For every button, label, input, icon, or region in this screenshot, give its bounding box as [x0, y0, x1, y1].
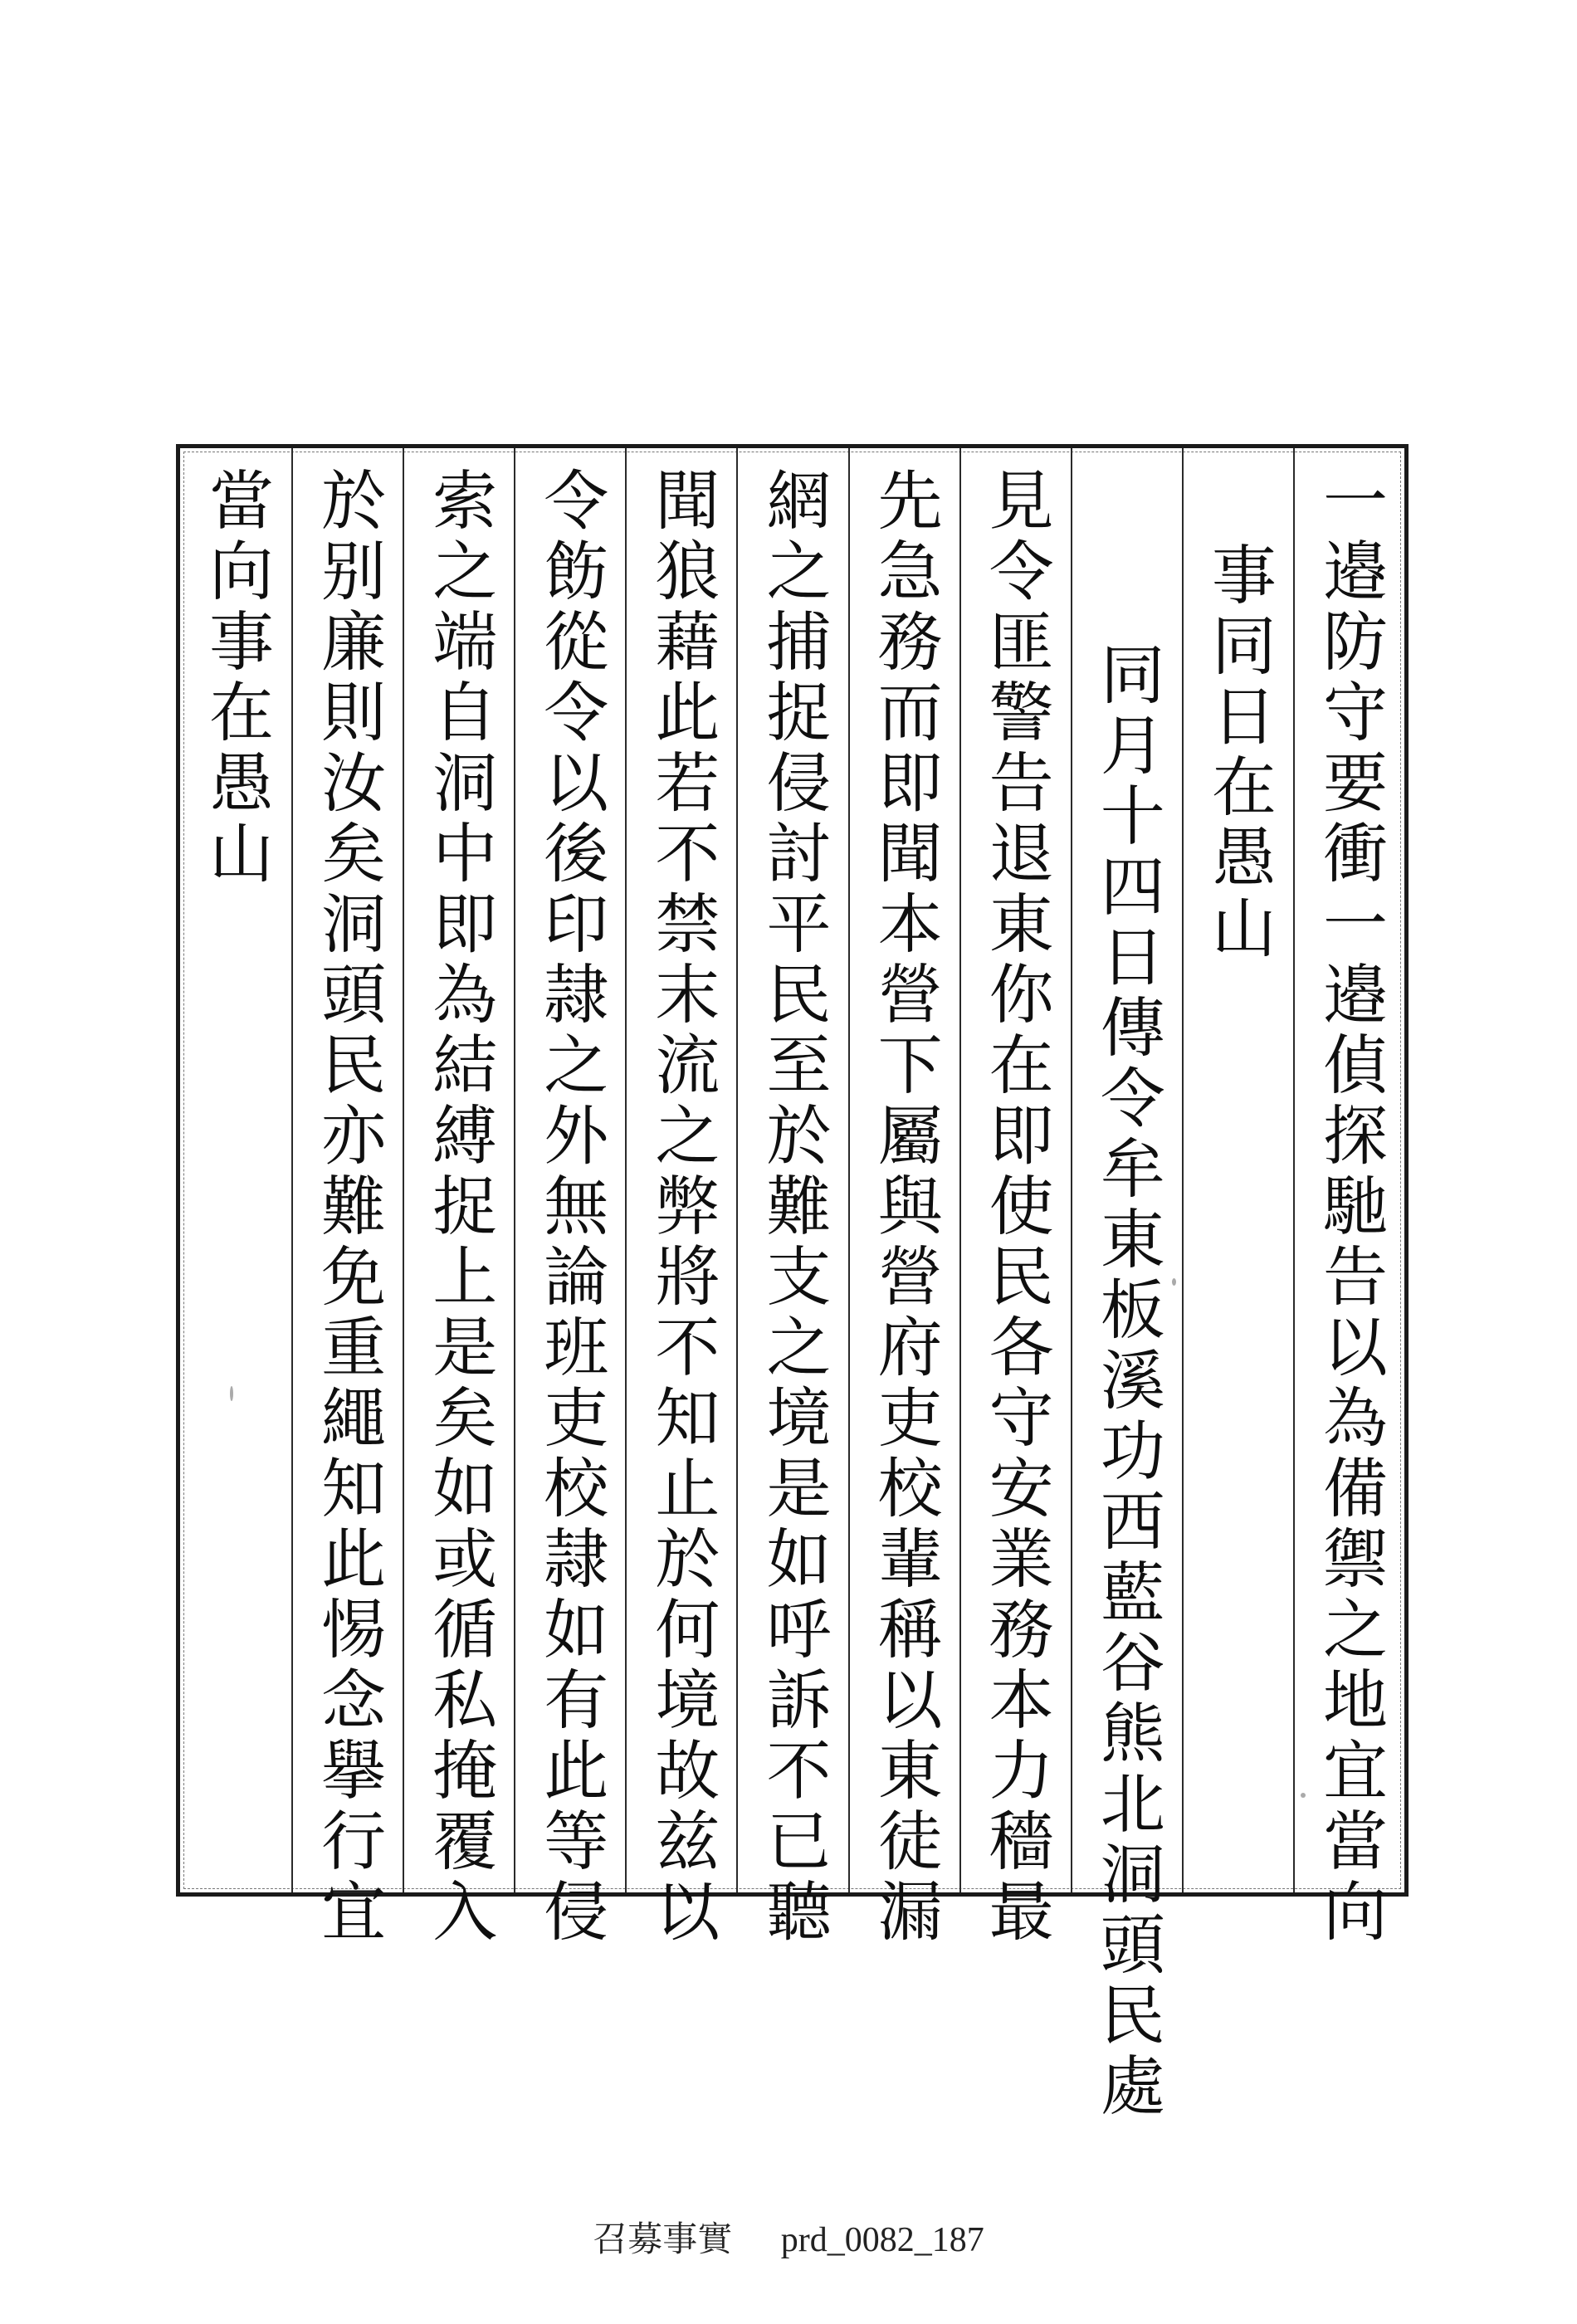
footer-id: prd_0082_187 — [780, 2221, 984, 2259]
column-text-1: 一邉防守要衝一邉偵探馳告以為備禦之地宜當向 — [1311, 466, 1387, 1948]
text-column-9 — [403, 448, 514, 1948]
column-text-10: 於别廉則汝矣洞頭民亦難免重繩知此惕念擧行宜 — [310, 466, 386, 1948]
column-text-11: 當向事在愚山 — [198, 466, 274, 890]
scan-speck — [1301, 1793, 1306, 1798]
text-column-2 — [1182, 448, 1293, 1892]
column-text-5: 先急務而即聞本營下屬與營府吏校輩稱以東徒漏 — [867, 466, 942, 1948]
text-column-3 — [1071, 448, 1182, 2122]
vertical-columns — [180, 448, 1404, 2122]
column-text-6: 網之捕捉侵討平民至於難支之境是如呼訴不已聽 — [755, 466, 831, 1948]
footer-title: 召募事實 — [593, 2221, 733, 2259]
text-column-10 — [291, 448, 403, 1948]
column-text-4: 見令匪警告退東你在即使民各守安業務本力穡最 — [978, 466, 1053, 1948]
text-block-frame — [176, 444, 1409, 2122]
text-column-6 — [736, 448, 847, 1948]
text-column-8 — [514, 448, 625, 1948]
text-column-7 — [625, 448, 736, 1948]
column-text-8: 令飭從令以後印隷之外無論班吏校隷如有此等侵 — [533, 466, 608, 1948]
scan-speck — [230, 1386, 233, 1401]
column-text-3: 同月十四日傳令牟東板溪功西藍谷熊北洞頭民處 — [1089, 641, 1164, 2122]
scan-speck — [1172, 1278, 1176, 1286]
text-column-11 — [180, 448, 291, 1892]
text-column-5 — [848, 448, 959, 1948]
page-footer — [0, 2212, 1577, 2262]
column-text-7: 聞狼藉此若不禁末流之弊將不知止於何境故兹以 — [644, 466, 720, 1948]
text-column-1 — [1293, 448, 1404, 1948]
column-text-2: 事同日在愚山 — [1200, 541, 1276, 964]
text-column-4 — [959, 448, 1071, 1948]
column-text-9: 索之端自洞中即為結縛捉上是矣如或循私掩覆入 — [422, 466, 497, 1948]
